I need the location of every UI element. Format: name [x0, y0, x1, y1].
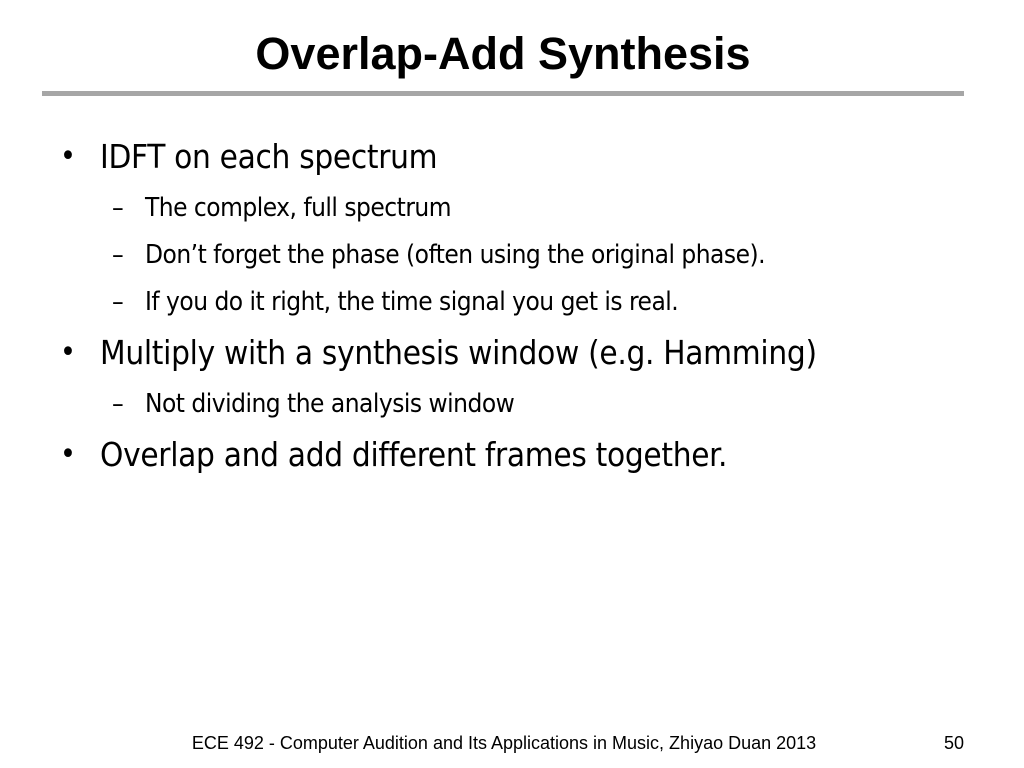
bullet-marker: •	[60, 437, 76, 472]
sub-bullet-text: If you do it right, the time signal you get is real.	[145, 287, 679, 317]
dash-marker: –	[112, 389, 124, 419]
slide-title: Overlap-Add Synthesis	[255, 28, 751, 79]
bullet-text: Multiply with a synthesis window (e.g. Hamming)	[100, 333, 817, 372]
sub-bullet-text: The complex, full spectrum	[145, 193, 452, 223]
dash-marker: –	[112, 287, 124, 317]
bullet-item	[60, 330, 920, 376]
bullet-item	[60, 134, 920, 180]
bullet-item	[60, 432, 920, 478]
sub-bullet-item	[60, 188, 920, 228]
dash-marker: –	[112, 240, 124, 270]
slide-footer: ECE 492 - Computer Audition and Its Applications in Music, Zhiyao Duan 2013	[191, 733, 817, 753]
sub-bullet-text: Don’t forget the phase (often using the original phase).	[145, 240, 766, 270]
dash-marker: –	[112, 193, 124, 223]
slide-content	[60, 134, 920, 486]
page-number: 50	[943, 733, 964, 753]
sub-bullet-item	[60, 236, 920, 274]
title-divider	[42, 91, 964, 96]
sub-bullet-item	[60, 384, 920, 424]
bullet-marker: •	[60, 335, 76, 370]
bullet-text: Overlap and add different frames together.	[100, 435, 728, 474]
bullet-marker: •	[60, 139, 76, 174]
sub-bullet-text: Not dividing the analysis window	[145, 389, 515, 419]
bullet-text: IDFT on each spectrum	[100, 137, 438, 176]
sub-bullet-item	[60, 282, 920, 322]
